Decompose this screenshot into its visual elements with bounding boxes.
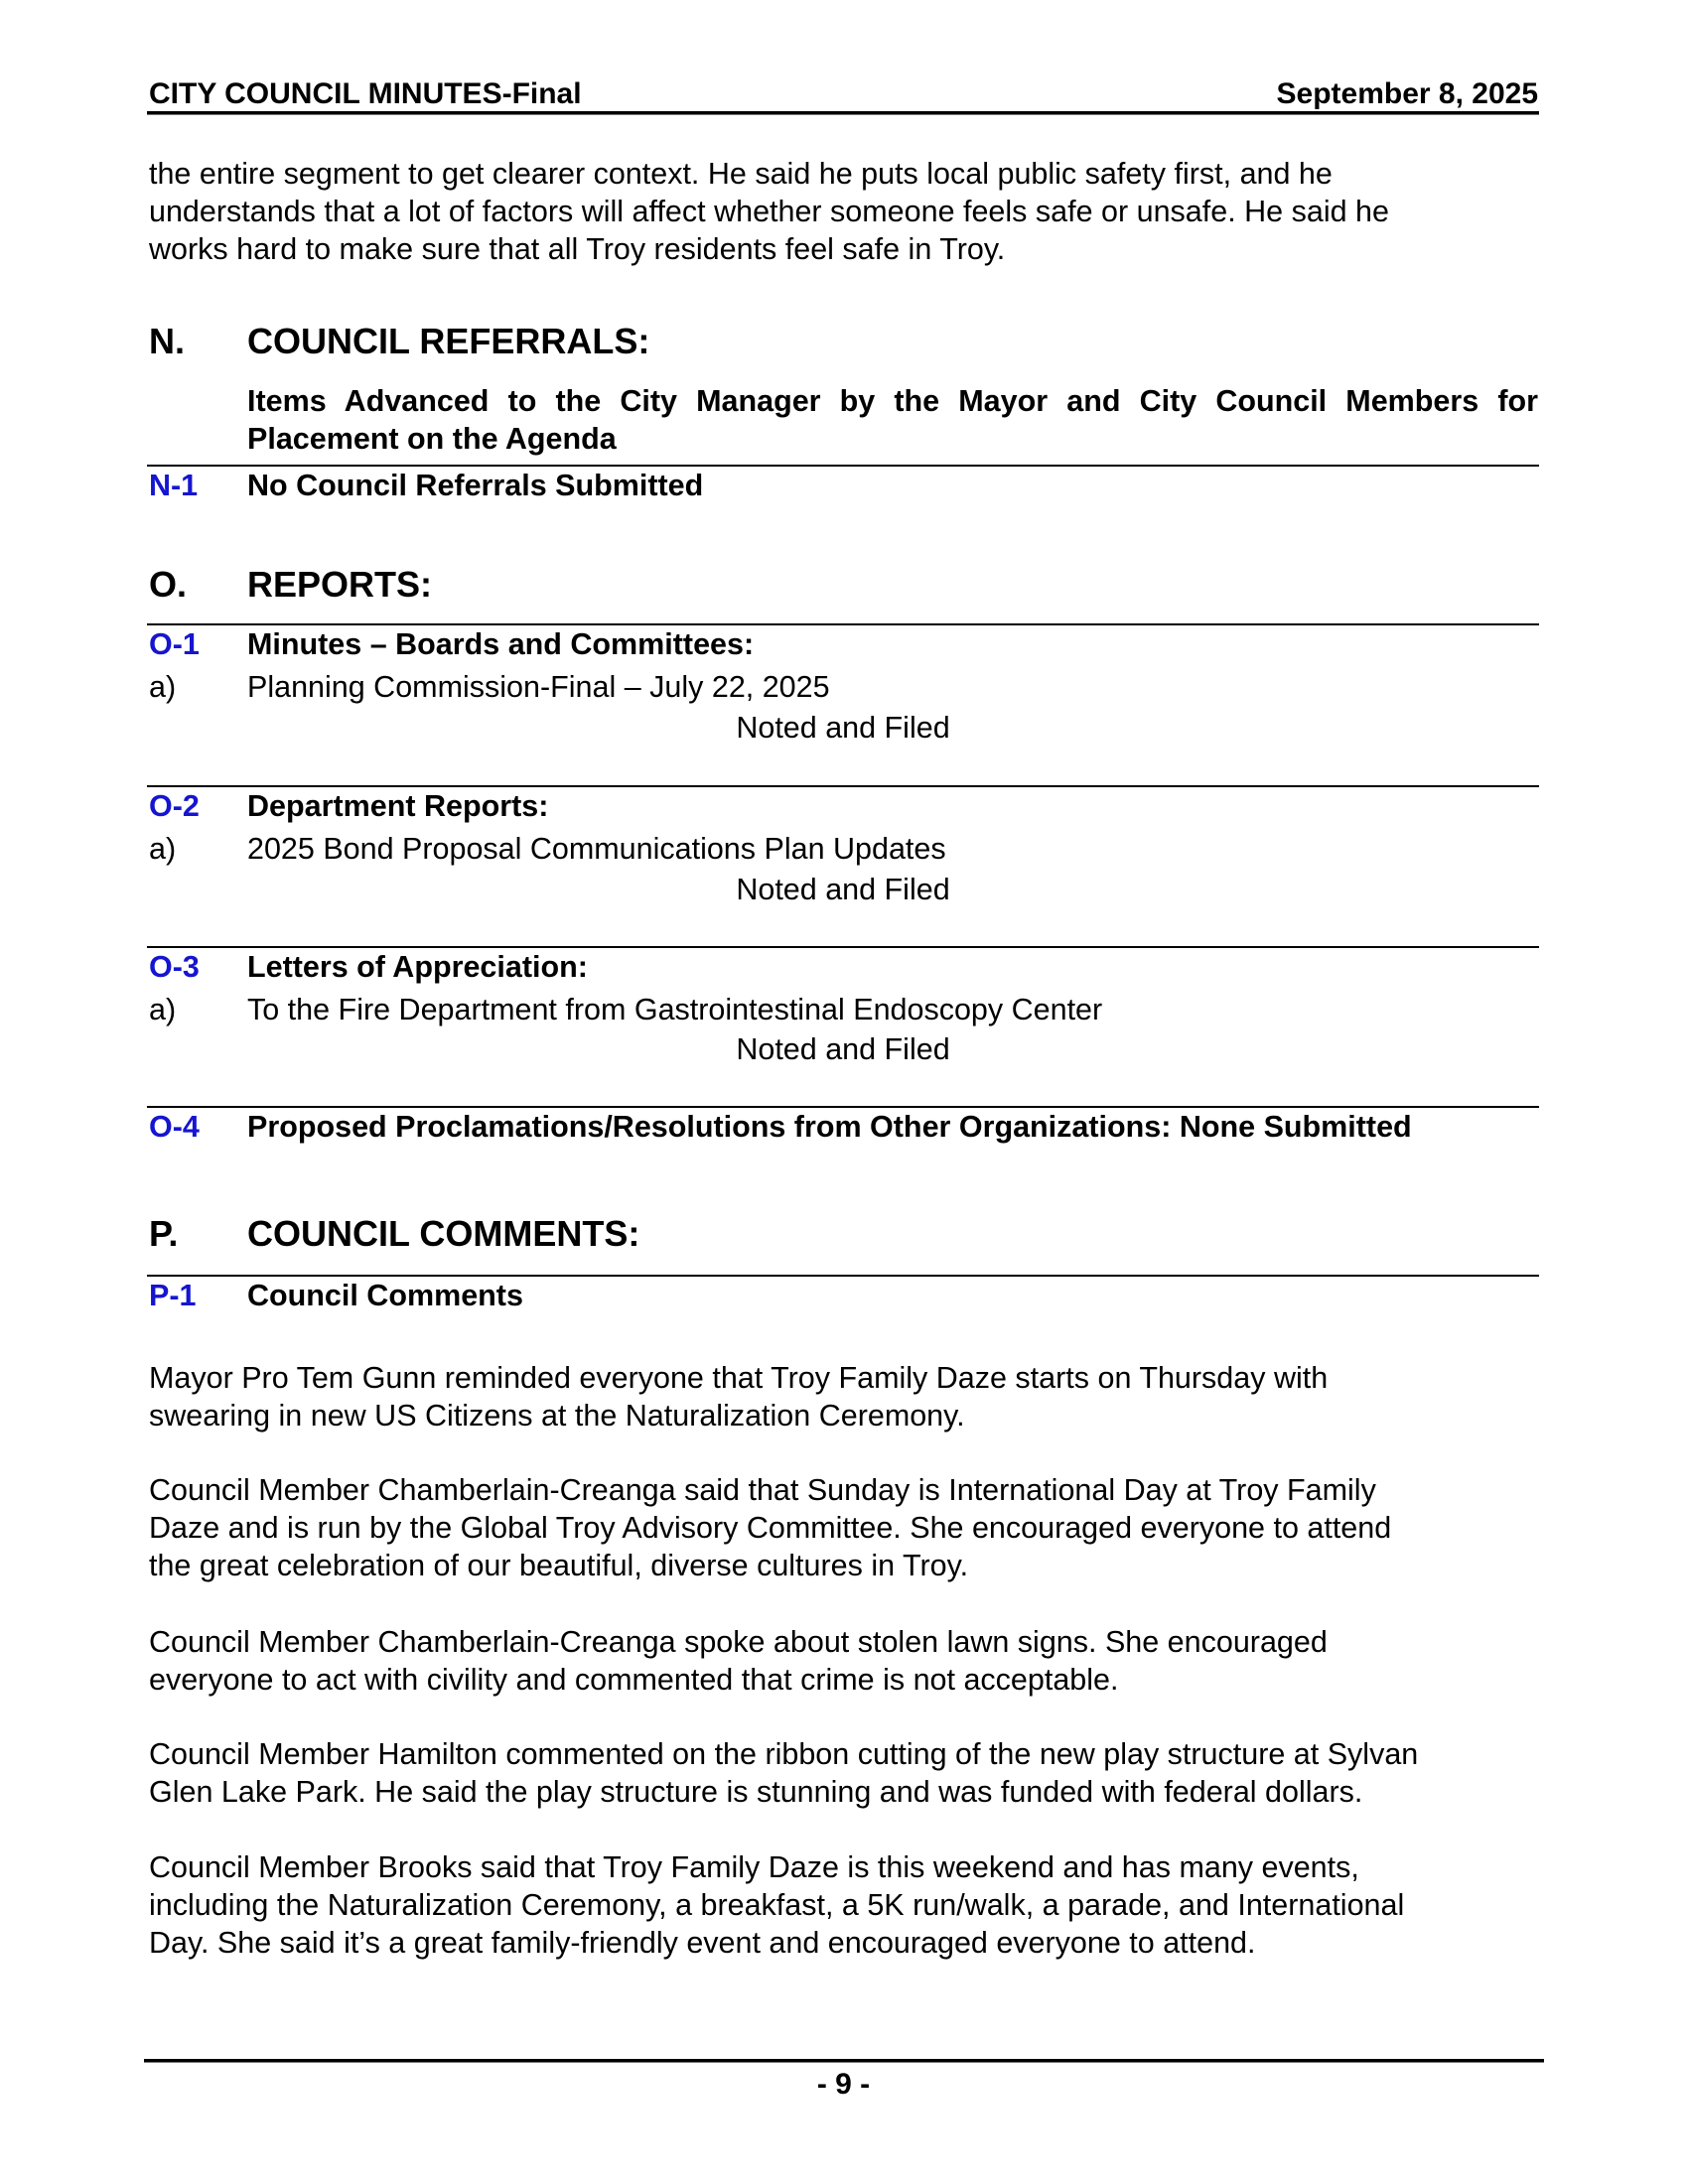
- item-rule: [147, 465, 1539, 467]
- item-rule: [147, 1275, 1539, 1277]
- item-code-p-1: P-1: [149, 1279, 197, 1312]
- continuation-paragraph: [149, 155, 1559, 268]
- comment-paragraph: [149, 1623, 1559, 1699]
- item-code-o-4: O-4: [149, 1110, 200, 1144]
- section-p-letter: P.: [149, 1213, 179, 1254]
- text-line: Glen Lake Park. He said the play structure is stunning and was funded with federal dollars.: [149, 1775, 1363, 1809]
- sub-item-letter: a): [149, 832, 177, 866]
- sub-item-letter: a): [149, 670, 177, 704]
- text-line: swearing in new US Citizens at the Naturalization Ceremony.: [149, 1399, 965, 1433]
- text-line: everyone to act with civility and commented that crime is not acceptable.: [149, 1663, 1119, 1697]
- status-noted-filed: Noted and Filed: [736, 873, 950, 906]
- item-rule: [147, 946, 1539, 948]
- header-rule: [147, 111, 1539, 115]
- text-line: Council Member Chamberlain-Creanga said that Sunday is International Day at Troy Family: [149, 1473, 1376, 1507]
- sub-item-text: Planning Commission-Final – July 22, 2025: [247, 670, 830, 704]
- item-title-o-4: Proposed Proclamations/Resolutions from Other Organizations: None Submitted: [247, 1110, 1412, 1144]
- intro-line: Placement on the Agenda: [247, 422, 617, 456]
- item-code-o-3: O-3: [149, 950, 200, 984]
- section-o-letter: O.: [149, 564, 188, 605]
- comment-paragraph: [149, 1735, 1559, 1811]
- sub-item-text: To the Fire Department from Gastrointestinal Endoscopy Center: [247, 993, 1103, 1026]
- text-line: works hard to make sure that all Troy residents feel safe in Troy.: [149, 232, 1006, 266]
- text-line: Council Member Brooks said that Troy Family Daze is this weekend and has many events,: [149, 1850, 1359, 1884]
- item-title-o-2: Department Reports:: [247, 789, 549, 823]
- comment-paragraph: [149, 1359, 1559, 1434]
- footer-rule: [144, 2059, 1544, 2063]
- status-noted-filed: Noted and Filed: [736, 711, 950, 745]
- item-code-n-1: N-1: [149, 469, 199, 502]
- item-code-o-1: O-1: [149, 627, 200, 661]
- text-line: the entire segment to get clearer context. He said he puts local public safety first, and he: [149, 157, 1333, 191]
- item-rule: [147, 785, 1539, 787]
- item-title-o-3: Letters of Appreciation:: [247, 950, 588, 984]
- item-rule: [147, 623, 1539, 625]
- sub-item-text: 2025 Bond Proposal Communications Plan Updates: [247, 832, 946, 866]
- section-n-letter: N.: [149, 321, 185, 361]
- status-noted-filed: Noted and Filed: [736, 1032, 950, 1066]
- text-line: understands that a lot of factors will affect whether someone feels safe or unsafe. He said he: [149, 195, 1389, 228]
- text-line: Council Member Chamberlain-Creanga spoke about stolen lawn signs. She encouraged: [149, 1625, 1328, 1659]
- meeting-date: September 8, 2025: [1276, 77, 1538, 110]
- section-p-title: COUNCIL COMMENTS:: [247, 1213, 640, 1254]
- section-n-title: COUNCIL REFERRALS:: [247, 321, 650, 361]
- text-line: Day. She said it’s a great family-friendly event and encouraged everyone to attend.: [149, 1926, 1256, 1960]
- text-line: Council Member Hamilton commented on the ribbon cutting of the new play structure at Sylvan: [149, 1737, 1419, 1771]
- section-n-intro: [247, 382, 1538, 458]
- item-title-o-1: Minutes – Boards and Committees:: [247, 627, 755, 661]
- item-title-n-1: No Council Referrals Submitted: [247, 469, 704, 502]
- item-rule: [147, 1106, 1539, 1108]
- text-line: including the Naturalization Ceremony, a breakfast, a 5K run/walk, a parade, and International: [149, 1888, 1405, 1922]
- intro-line: Items Advanced to the City Manager by the Mayor and City Council Members for: [247, 384, 1538, 418]
- text-line: Mayor Pro Tem Gunn reminded everyone that Troy Family Daze starts on Thursday with: [149, 1361, 1329, 1395]
- section-o-title: REPORTS:: [247, 564, 433, 605]
- sub-item-letter: a): [149, 993, 177, 1026]
- item-title-p-1: Council Comments: [247, 1279, 523, 1312]
- page-number: - 9 -: [816, 2068, 871, 2101]
- page-header: [149, 77, 1538, 111]
- document-title: CITY COUNCIL MINUTES-Final: [149, 77, 582, 110]
- text-line: Daze and is run by the Global Troy Advisory Committee. She encouraged everyone to attend: [149, 1511, 1392, 1545]
- comment-paragraph: [149, 1848, 1559, 1962]
- text-line: the great celebration of our beautiful, diverse cultures in Troy.: [149, 1549, 969, 1582]
- item-code-o-2: O-2: [149, 789, 200, 823]
- comment-paragraph: [149, 1471, 1559, 1584]
